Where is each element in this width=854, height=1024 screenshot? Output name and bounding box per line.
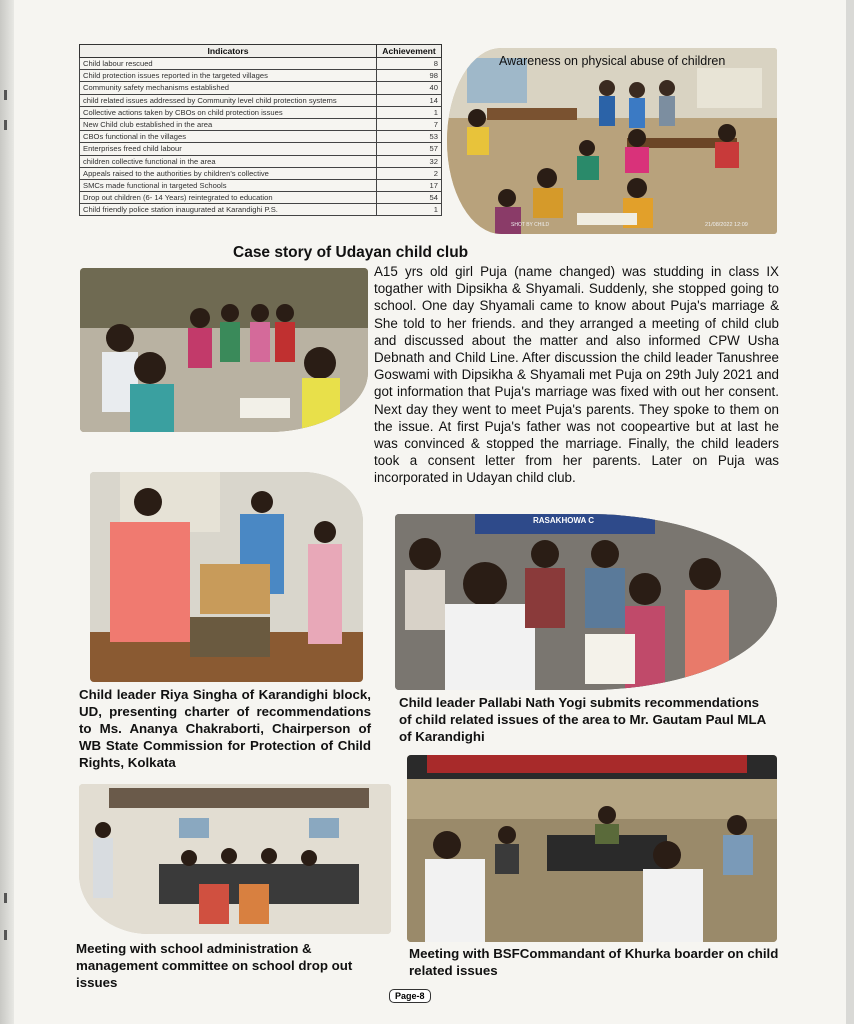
photo-timestamp-label: 21/08/2022 12:09	[705, 222, 748, 228]
indicator-cell: child related issues addressed by Community level child protection systems	[80, 94, 377, 106]
table-row	[80, 143, 442, 155]
page-binding-edge	[0, 0, 14, 1024]
photo-title-label: Awareness on physical abuse of children	[499, 54, 726, 68]
achievement-cell: 1	[377, 106, 442, 118]
photo-pallabi-with-mla	[395, 514, 777, 690]
indicators-table	[79, 44, 442, 216]
table-row	[80, 106, 442, 118]
table-row	[80, 204, 442, 216]
table-row	[80, 118, 442, 130]
photo-school-meeting	[79, 784, 391, 934]
table-row	[80, 70, 442, 82]
photo-awareness-session	[447, 48, 777, 234]
indicator-cell: Drop out children (6- 14 Years) reintegrated to education	[80, 192, 377, 204]
table-row	[80, 131, 442, 143]
achievement-cell: 40	[377, 82, 442, 94]
case-story-title: Case story of Udayan child club	[233, 244, 469, 261]
caption-riya: Child leader Riya Singha of Karandighi block, UD, presenting charter of recommendations to Ms. Ananya Chakraborti, Chairperson of WB State Commission for Protection of Child Rights, Kolkata	[79, 687, 371, 770]
achievement-cell: 57	[377, 143, 442, 155]
indicator-cell: Community safety mechanisms established	[80, 82, 377, 94]
table-header-indicators: Indicators	[80, 45, 377, 58]
achievement-cell: 17	[377, 179, 442, 191]
indicator-cell: Child friendly police station inaugurated at Karandighi P.S.	[80, 204, 377, 216]
photo-shot-by-label: SHOT BY CHILD	[511, 222, 550, 228]
achievement-cell: 7	[377, 118, 442, 130]
achievement-cell: 1	[377, 204, 442, 216]
achievement-cell: 2	[377, 167, 442, 179]
indicator-cell: Enterprises freed child labour	[80, 143, 377, 155]
caption-pallabi: Child leader Pallabi Nath Yogi submits recommendations of child related issues of the area to Mr. Gautam Paul MLA of Karandighi	[399, 695, 766, 744]
achievement-cell: 8	[377, 58, 442, 70]
photo-bsf-meeting	[407, 755, 777, 942]
staple-mark	[4, 120, 7, 130]
indicator-cell: Appeals raised to the authorities by children's collective	[80, 167, 377, 179]
photo-riya-presenting	[90, 472, 363, 682]
table-row	[80, 155, 442, 167]
achievement-cell: 98	[377, 70, 442, 82]
table-row	[80, 94, 442, 106]
achievement-cell: 53	[377, 131, 442, 143]
photo-child-club-meeting	[80, 268, 368, 432]
indicator-cell: SMCs made functional in targeted Schools	[80, 179, 377, 191]
achievement-cell: 32	[377, 155, 442, 167]
indicator-cell: New Child club established in the area	[80, 118, 377, 130]
staple-mark	[4, 893, 7, 903]
achievement-cell: 54	[377, 192, 442, 204]
table-row	[80, 179, 442, 191]
achievement-cell: 14	[377, 94, 442, 106]
indicator-cell: Child protection issues reported in the targeted villages	[80, 70, 377, 82]
indicator-cell: Child labour rescued	[80, 58, 377, 70]
staple-mark	[4, 90, 7, 100]
case-story-text: A15 yrs old girl Puja (name changed) was studding in class IX togather with Dipsikha & Shyamali. Suddenly, she stopped going to school. One day Shyamali came to know about Puja's marriage & She told to her friends. and they arranged a meeting of child club and discussed about the matter and also informed CPW Usha Debnath and Child Line. After discussion the child leader Tanushree Goswami with Dipsikha & Shyamali met Puja on 29th July 2021 and got information that Puja's marriage was fixed with out her consent. Next day they went to meet Puja's parents. They spoke to them on the issue. At first Puja's father was not coopeartive but at last he was convinced & stopped the marriage. Finally, the child leaders took a consent letter from her parents. Later on Puja was incorporated in Udayan child club.	[374, 264, 779, 486]
table-row	[80, 58, 442, 70]
indicator-cell: children collective functional in the area	[80, 155, 377, 167]
banner-text: RASAKHOWA C	[533, 516, 595, 525]
caption-school-meeting: Meeting with school administration & management committee on school drop out issues	[76, 941, 353, 990]
staple-mark	[4, 930, 7, 940]
caption-bsf-meeting: Meeting with BSFCommandant of Khurka boarder on child related issues	[409, 946, 779, 978]
table-row	[80, 192, 442, 204]
indicator-cell: CBOs functional in the villages	[80, 131, 377, 143]
table-row	[80, 82, 442, 94]
indicator-cell: Collective actions taken by CBOs on child protection issues	[80, 106, 377, 118]
table-row	[80, 167, 442, 179]
page-number-badge: Page-8	[389, 989, 431, 1003]
table-header-achievement: Achievement	[377, 45, 442, 58]
